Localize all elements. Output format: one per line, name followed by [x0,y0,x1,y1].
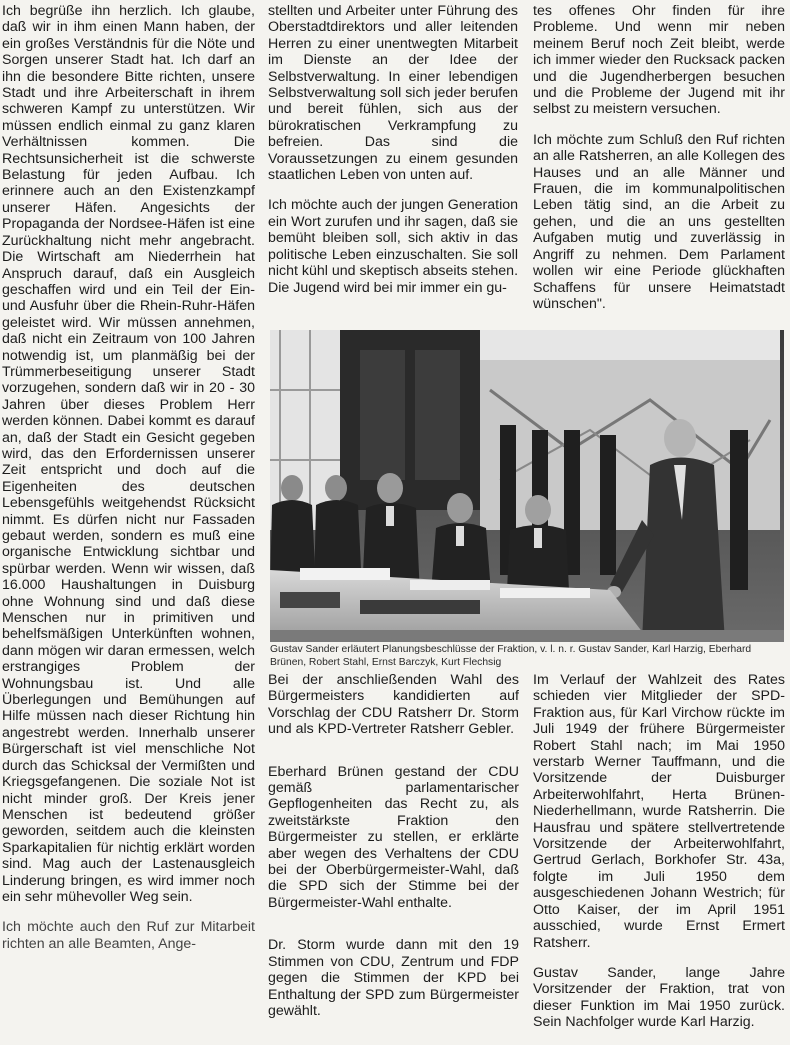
paragraph: Dr. Storm wurde dann mit den 19 Stimmen von CDU, Zentrum und FDP gegen die Stimmen der KPD bei Enthaltung der SPD zum Bürgermeister gewählt. [268,937,519,1019]
paragraph: tes offenes Ohr finden für ihre Probleme. Und wenn mir neben meinem Beruf noch Zeit bleibt, werde ich immer wieder den Rucksack packen und die Jugendherbergen besuchen und die Probleme der Jugend mit ihr selbst zu meistern versuchen. [533,3,785,118]
council-meeting-photo [270,330,784,642]
paragraph: Ich möchte auch den Ruf zur Mitarbeit richten an alle Beamten, Ange- [2,919,255,952]
photo-illustration [270,330,784,642]
middle-text-column-bottom [268,672,519,1033]
paragraph: Bei der anschließenden Wahl des Bürgermeisters kandidierten auf Vorschlag der CDU Ratsherr Dr. Storm und als KPD-Vertreter Ratsherr Gebler. [268,672,519,738]
right-text-column-top [533,3,785,326]
paragraph: Ich möchte zum Schluß den Ruf richten an alle Ratsherren, an alle Kollegen des Hauses und an alle Männer und Frauen, die im kommunalpolitischen Leben tätig sind, an die Arbeit zu gehen, und die an uns gestellten Aufgaben mutig und zuverlässig in Angriff zu nehmen. Dem Parlament wollen wir eine Periode glückhaften Schaffens für unsere Heimatstadt wünschen". [533,131,785,312]
paragraph: stellten und Arbeiter unter Führung des Oberstadtdirektors und aller leitenden Herren zu einer unentwegten Mitarbeit im Dienste an der Idee der Selbstverwaltung. In einer lebendigen Selbstverwaltung soll sich jeder berufen und bereit fühlen, sich aus der bürokratischen Verkrampfung zu befreien. Das sind die Voraussetzungen zu einem gesunden staatlichen Leben von unten auf. [268,3,518,184]
photo-caption: Gustav Sander erläutert Planungsbeschlüsse der Fraktion, v. l. n. r. Gustav Sander, Karl Harzig, Eberhard Brünen, Robert Stahl, Ernst Barczyk, Kurt Flechsig [270,644,752,668]
paragraph: Gustav Sander, lange Jahre Vorsitzender der Fraktion, trat von dieser Funktion im Mai 1950 zurück. Sein Nachfolger wurde Karl Harzig. [533,964,785,1031]
left-text-column [2,3,255,966]
middle-text-column-top [268,3,518,310]
paragraph: Ich möchte auch der jungen Generation ein Wort zurufen und ihr sagen, daß sie bemüht bleiben soll, sich aktiv in das politische Leben einzuschalten. Sie soll nicht kühl und skeptisch abseits stehen. Die Jugend wird bei mir immer ein gu- [268,197,519,296]
right-text-column-bottom [533,672,785,1045]
paragraph: Ich begrüße ihn herzlich. Ich glaube, daß wir in ihm einen Mann haben, der ein großes Verständnis für die Nöte und Sorgen unserer Stadt hat. Ich darf an ihn die besondere Bitte richten, unsere Stadt und ihre Arbeiterschaft in ihrem schweren Kampf zu unterstützen. Wir müssen endlich einmal zu ganz klaren Verhältnissen kommen. Die Rechtsunsicherheit ist die schwerste Belastung für jeden Aufbau. Ich erinnere auch an den Existenzkampf unserer Häfen. Angesichts der Propaganda der Nordsee-Häfen ist eine Zurückhaltung nicht mehr angebracht. Die Wirtschaft am Niederrhein hat Anspruch darauf, daß ein Ausgleich geschaffen wird und ein Teil der Ein- und Ausfuhr über die Rhein-Ruhr-Häfen geleistet wird. Wir müssen annehmen, daß nicht ein Zeitraum von 100 Jahren notwendig ist, um planmäßig bei der Trümmerbeseitigung unserer Stadt vorzugehen, sondern daß wir in 20 - 30 Jahren über dieses Problem Herr werden können. Dabei kommt es darauf an, daß der Stadt ein Gesicht gegeben wird, das den Erfordernissen unserer Zeit entspricht und doch auf die Eigenheiten des deutschen Lebensgefühls weitgehendst Rücksicht nimmt. Es dürfen nicht nur Fassaden gebaut werden, sondern es muß eine organische Entwicklung sichtbar und spürbar werden. Wenn wir wissen, daß 16.000 Haushaltungen in Duisburg ohne Wohnung sind und daß diese Menschen nur in primitiven und behelfsmäßigen Unterkünften wohnen, dann mögen wir daran ermessen, welch erstrangiges Problem der Wohnungsbau ist. Und alle Überlegungen und Bemühungen auf Hilfe müssen nach dieser Richtung hin angestrebt werden. Innerhalb unserer Bürgerschaft ist viel menschliche Not durch das Schicksal der Vermißten und Kriegsgefangenen. Die soziale Not ist nicht minder groß. Der Kreis jener Menschen ist bedeutend größer geworden, seitdem auch die kleinsten Sparkapitalien für nichtig erklärt worden sind. Mag auch der Lastenausgleich Linderung bringen, es wird immer noch ein sehr mühevoller Weg sein. [2,3,255,905]
paragraph: Eberhard Brünen gestand der CDU gemäß parlamentarischer Gepflogenheiten das Recht zu, als zweitstärkste Fraktion den Bürgermeister zu stellen, er erklärte aber wegen des Verhaltens der CDU bei der Oberbürgermeister-Wahl, daß die SPD sich der Stimme bei der Bürgermeister-Wahl enthalte. [268,763,519,911]
paragraph: Im Verlauf der Wahlzeit des Rates schieden vier Mitglieder der SPD-Fraktion aus, für Karl Virchow rückte im Juli 1949 der frühere Bürgermeister Robert Stahl nach; im Mai 1950 verstarb Werner Tauffmann, und die Vorsitzende der Duisburger Arbeiterwohlfahrt, Herta Brünen-Niederhellmann, wurde Ratsherrin. Die Hausfrau und spätere stellvertretende Vorsitzende der Arbeiterwohlfahrt, Gertrud Gerlach, Borkhofer Str. 43a, folgte im Juli 1950 dem ausgeschiedenen Johann Westrich; für Otto Kaiser, der im April 1951 ausschied, wurde Ernst Ermert Ratsherr. [533,672,785,951]
